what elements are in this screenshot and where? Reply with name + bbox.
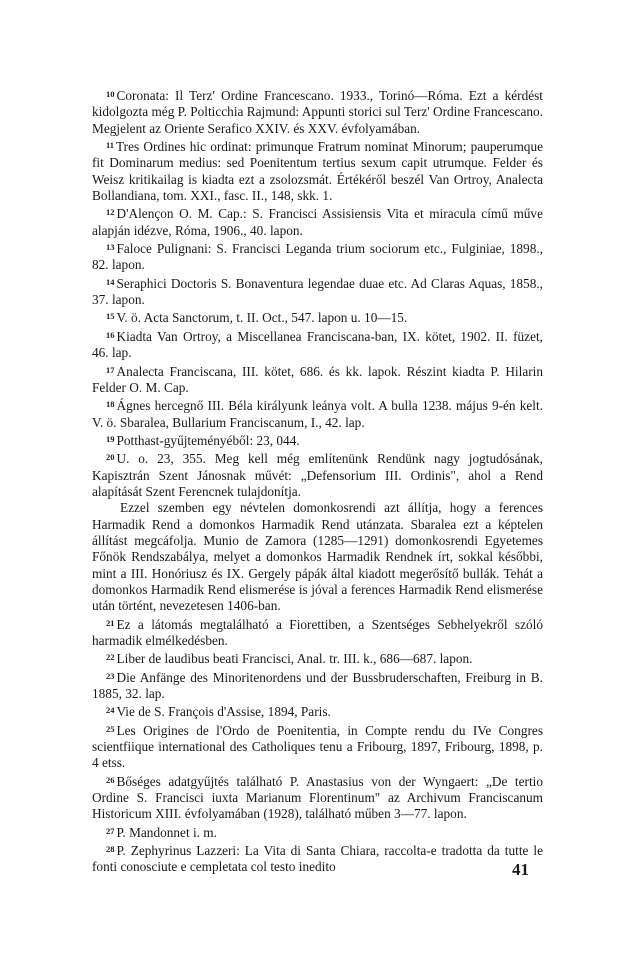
footnote-text: Coronata: Il Terz' Ordine Francescano. 1933., Torinó—Róma. Ezt a kérdést kidolgozta még P. Polticchia Rajmund: Appunti storici sul Terz' Ordine Francescano. Megjelent az Oriente Serafico XXIV. és XXV. évfolyamában. bbox=[92, 88, 544, 136]
footnote-number: 17 bbox=[106, 364, 115, 375]
footnote bbox=[92, 702, 543, 720]
footnote bbox=[92, 239, 543, 274]
footnote-text: Kiadta Van Ortroy, a Miscellanea Franciscana-ban, IX. kötet, 1902. II. füzet, 46. lap. bbox=[92, 328, 543, 361]
footnote-number: 22 bbox=[106, 652, 115, 663]
footnotes bbox=[92, 86, 543, 876]
footnote bbox=[92, 137, 543, 204]
footnote-number: 27 bbox=[106, 825, 115, 836]
footnote bbox=[92, 649, 543, 667]
footnote-text: Ezzel szemben egy névtelen domonkosrendi azt állítja, hogy a ferences Harmadik Rend a domonkos Harmadik Rend utánzata. Sbaralea ezt a képtelen állítást megcáfolja. Munio de Zamora (1285—1291) domonkosrendi Egyetemes Főnök Rendszabálya, melyet a domonkos Harmadik Rendnek írt, sokkal későbbi, mint a III. Honóriusz és IX. Gergely pápák által kiadott megerősítő bullák. Tehát a domonkos Harmadik Rend elismerése is jóval a ferences Harmadik Rend elismerése után történt, nevezetesen 1406-ban. bbox=[92, 500, 543, 614]
footnote-text: Die Anfänge des Minoritenordens und der Bussbruderschaften, Freiburg in B. 1885, 32. lap. bbox=[92, 669, 543, 702]
footnote bbox=[92, 327, 543, 362]
footnote-number: 21 bbox=[106, 617, 115, 628]
footnote-number: 25 bbox=[106, 723, 115, 734]
footnote bbox=[92, 362, 543, 397]
footnote-number: 16 bbox=[106, 329, 115, 340]
footnote-number: 23 bbox=[106, 670, 115, 681]
footnote-text: P. Mandonnet i. m. bbox=[116, 824, 217, 840]
footnote-text: Liber de laudibus beati Francisci, Anal. tr. III. k., 686—687. lapon. bbox=[116, 651, 473, 667]
footnote-number: 20 bbox=[106, 452, 115, 463]
footnote-number: 26 bbox=[106, 774, 115, 785]
footnote-text: Ágnes hercegnő III. Béla királyunk leánya volt. A bulla 1238. május 9-én kelt. V. ö. Sbaralea, Bullarium Franciscanum, I., 42. lap. bbox=[92, 398, 543, 430]
footnote bbox=[92, 841, 543, 876]
footnote-number: 10 bbox=[106, 89, 115, 99]
footnote-text: Les Origines de l'Ordo de Poenitentia, in Compte rendu du IVe Congres scientfiique international des Catholiques tenu a Fribourg, 1897, Fribourg, 1898, p. 4 etss. bbox=[92, 722, 543, 771]
footnote-text: Tres Ordines hic ordinat: primunque Fratrum nominat Minorum; pauperumque fit Dominarum medius: sed Poenitentum tertius sexum capit utrumque. Felder és Weisz kritikailag is kiadta ezt a zsolozsmát. Értékéről beszél Van Ortroy, Analecta Bollandiana, tom. XXI., fasc. II., 148, skk. 1. bbox=[92, 139, 543, 204]
footnote-number: 19 bbox=[106, 433, 115, 444]
footnote-text: D'Alençon O. M. Cap.: S. Francisci Assisiensis Vita et miracula című műve alapján idézve, Róma, 1906., 40. lapon. bbox=[92, 206, 543, 238]
footnote bbox=[92, 615, 543, 650]
footnote bbox=[92, 396, 543, 431]
footnote-number: 12 bbox=[106, 207, 115, 218]
footnote-text: Analecta Franciscana, III. kötet, 686. és kk. lapok. Részint kiadta P. Hilarin Felder O. M. Cap. bbox=[92, 363, 543, 395]
footnote bbox=[92, 431, 543, 449]
footnote-text: P. Zephyrinus Lazzeri: La Vita di Santa Chiara, raccolta-e tradotta da tutte le fonti conosciute e cempletata col testo inedito bbox=[92, 843, 543, 875]
footnote-text: Bőséges adatgyűjtés található P. Anastasius von der Wyngaert: „De tertio Ordine S. Francisci iuxta Marianum Florentinum" az Archivum Franciscanum Historicum XIII. évfolyamában (1928), található műben 3—77. lapon. bbox=[92, 773, 543, 822]
footnote bbox=[92, 721, 543, 772]
footnote-text: Seraphici Doctoris S. Bonaventura legendae duae etc. Ad Claras Aquas, 1858., 37. lapon. bbox=[92, 275, 543, 308]
footnote-text: Potthast-gyűjteményéből: 23, 044. bbox=[116, 432, 300, 448]
footnote-text: Faloce Pulignani: S. Francisci Leganda trium sociorum etc., Fulginiae, 1898., 82. lapon. bbox=[92, 241, 543, 273]
footnote bbox=[92, 204, 543, 239]
footnote-continuation bbox=[92, 500, 543, 614]
footnote-number: 15 bbox=[106, 311, 115, 322]
footnote-text: U. o. 23, 355. Meg kell még említenünk Rendünk nagy jogtudósának, Kapisztrán Szent Jánosnak művét: „Defensorium III. Ordinis", ahol a Rend alapítását Szent Ferencnek tulajdonítja. bbox=[92, 451, 543, 499]
footnote-text: Vie de S. François d'Assise, 1894, Paris. bbox=[116, 704, 331, 720]
footnote bbox=[92, 823, 543, 841]
page-number: 41 bbox=[512, 860, 529, 879]
footnote-number: 28 bbox=[106, 844, 115, 855]
footnote-number: 13 bbox=[106, 242, 115, 253]
footnote-number: 14 bbox=[106, 276, 115, 287]
footnote bbox=[92, 668, 543, 703]
footnote bbox=[92, 274, 543, 309]
footnote-number: 18 bbox=[106, 399, 115, 410]
footnote bbox=[92, 86, 543, 137]
footnote bbox=[92, 772, 543, 823]
footnote-number: 11 bbox=[106, 140, 115, 151]
footnote-text: V. ö. Acta Sanctorum, t. II. Oct., 547. lapon u. 10—15. bbox=[116, 310, 408, 326]
footnote bbox=[92, 449, 543, 500]
footnote bbox=[92, 308, 543, 326]
footnote-number: 24 bbox=[106, 705, 115, 716]
footnote-text: Ez a látomás megtalálható a Fiorettiben, a Szentséges Sebhelyekről szóló harmadik elmélkedésben. bbox=[92, 616, 543, 648]
